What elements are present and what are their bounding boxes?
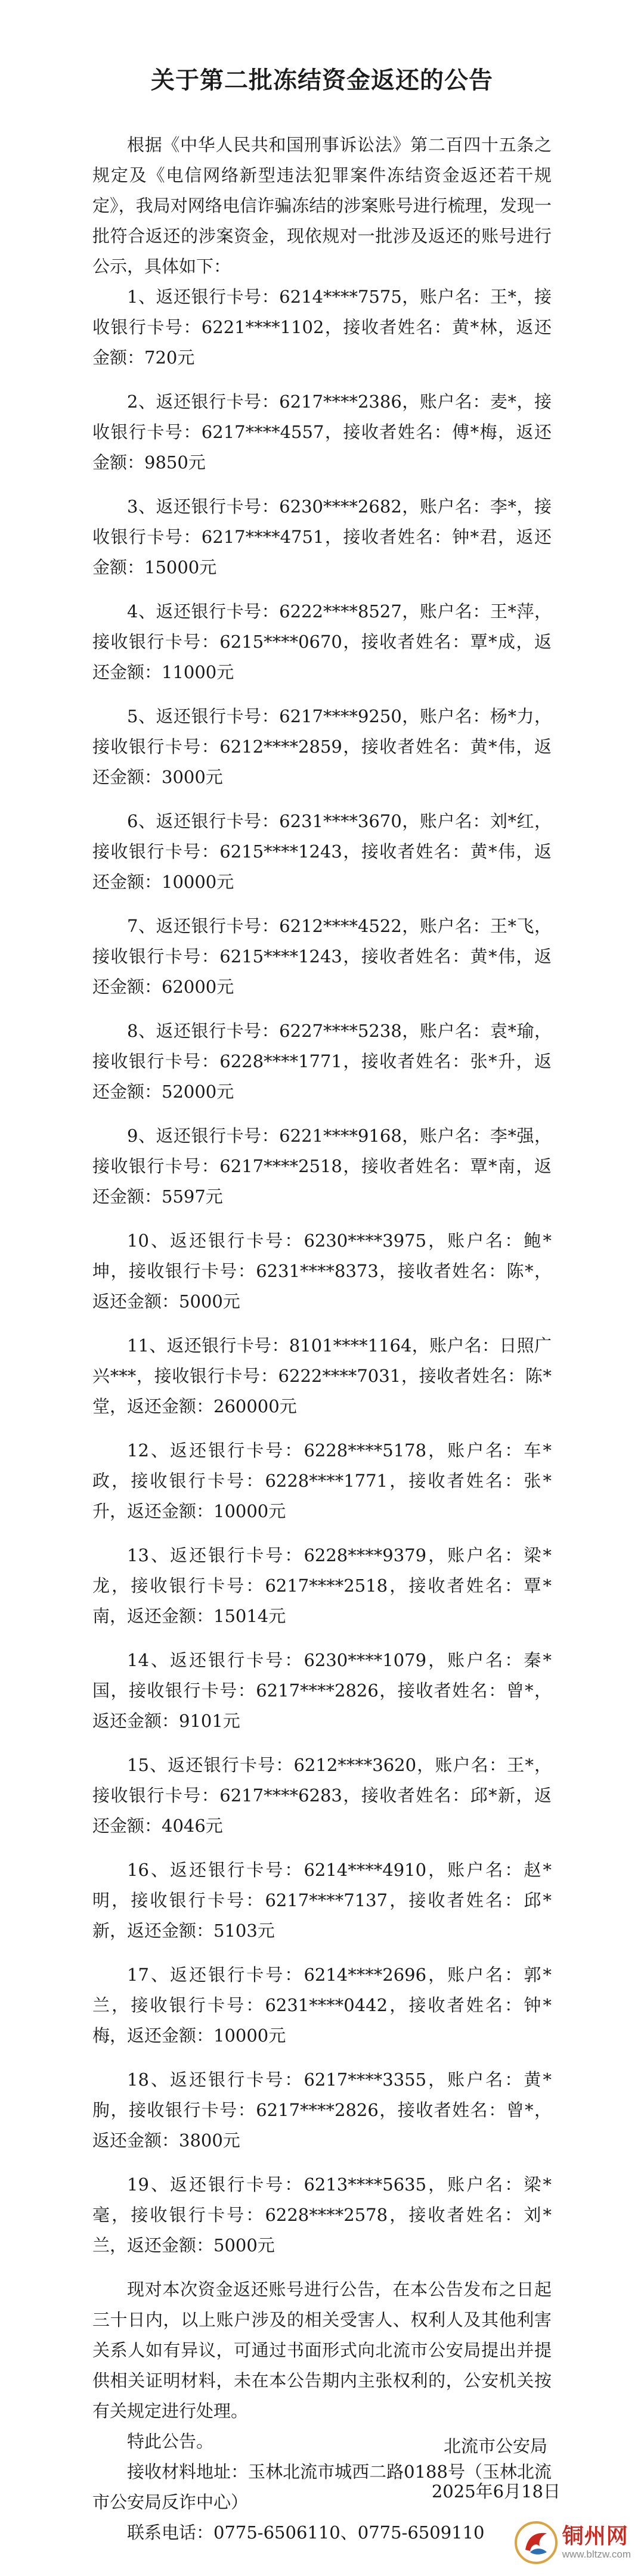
refund-item: 16、返还银行卡号：6214****4910，账户名：赵*明，接收银行卡号：6217****7137，接收者姓名：邱*新，返还金额：5103元 [92,1860,552,1941]
refund-item: 15、返还银行卡号：6212****3620，账户名：王*，接收银行卡号：6217****6283，接收者姓名：邱*新，返还金额：4046元 [92,1755,552,1836]
refund-item: 19、返还银行卡号：6213****5635，账户名：梁*毫，接收银行卡号：6228****2578，接收者姓名：刘*兰，返还金额：5000元 [92,2174,552,2255]
refund-item: 11、返还银行卡号：8101****1164，账户名：日照广兴***，接收银行卡号：6222****7031，接收者姓名：陈*堂，返还金额：260000元 [92,1335,552,1416]
intro-paragraph: 根据《中华人民共和国刑事诉讼法》第二百四十五条之规定及《电信网络新型违法犯罪案件冻结资金返还若干规定》，我局对网络电信诈骗冻结的涉案账号进行梳理，发现一批符合返还的涉案资金，现依规对一批涉及返还的账号进行公示，具体如下： [92,135,552,276]
refund-item: 8、返还银行卡号：6227****5238，账户名：袁*瑜，接收银行卡号：6228****1771，接收者姓名：张*升，返还金额：52000元 [92,1021,552,1102]
refund-item: 18、返还银行卡号：6217****3355，账户名：黄*朐，接收银行卡号：6217****2826，接收者姓名：曾*，返还金额：3800元 [92,2069,552,2151]
refund-item: 6、返还银行卡号：6231****3670，账户名：刘*红，接收银行卡号：6215****1243，接收者姓名：黄*伟，返还金额：10000元 [92,811,552,892]
watermark-url: www.bltzw.com [562,2549,631,2560]
issue-date: 2025年6月18日 [431,2481,561,2502]
refund-item: 12、返还银行卡号：6228****5178，账户名：车*政，接收银行卡号：6228****1771，接收者姓名：张*升，返还金额：10000元 [92,1440,552,1521]
watermark-site-name: 铜州网 [562,2524,628,2548]
refund-item: 4、返还银行卡号：6222****8527，账户名：王*萍，接收银行卡号：6215****0670，接收者姓名：覃*成，返还金额：11000元 [92,601,552,682]
closing-text: 特此公告。 [127,2431,214,2451]
watermark-logo-icon [512,2519,560,2566]
refund-item: 13、返还银行卡号：6228****9379，账户名：梁*龙，接收银行卡号：6217****2518，接收者姓名：覃*南，返还金额：15014元 [92,1545,552,1626]
announcement-body [92,130,552,2548]
refund-item: 2、返还银行卡号：6217****2386，账户名：麦*，接收银行卡号：6217****4557，接收者姓名：傅*梅，返还金额：9850元 [92,391,552,473]
page-title: 关于第二批冻结资金返还的公告 [151,66,493,94]
refund-item: 3、返还银行卡号：6230****2682，账户名：李*，接收银行卡号：6217****4751，接收者姓名：钟*君，返还金额：15000元 [92,496,552,577]
refund-item: 5、返还银行卡号：6217****9250，账户名：杨*力，接收银行卡号：6212****2859，接收者姓名：黄*伟，返还金额：3000元 [92,706,552,787]
issuer-name: 北流市公安局 [443,2436,547,2456]
refund-item: 10、返还银行卡号：6230****3975，账户名：鲍*坤，接收银行卡号：6231****8373，接收者姓名：陈*，返还金额：5000元 [92,1230,552,1312]
refund-item: 7、返还银行卡号：6212****4522，账户名：王*飞，接收银行卡号：6215****1243，接收者姓名：黄*伟，返还金额：62000元 [92,916,552,997]
refund-item: 9、返还银行卡号：6221****9168，账户名：李*强，接收银行卡号：6217****2518，接收者姓名：覃*南，返还金额：5597元 [92,1126,552,1207]
notice-paragraph: 现对本次资金返还账号进行公告，在本公告发布之日起三十日内，以上账户涉及的相关受害人、权利人及其他利害关系人如有异议，可通过书面形式向北流市公安局提出并提供相关证明材料，未在本公告期内主张权利的，公安机关按有关规定进行处理。 [92,2279,552,2421]
address-text: 接收材料地址：玉林北流市城西二路0188号（玉林北流市公安局反诈中心） [92,2462,552,2512]
refund-item: 1、返还银行卡号：6214****7575，账户名：王*，接收银行卡号：6221****1102，接收者姓名：黄*林，返还金额：720元 [92,287,552,368]
refund-item: 14、返还银行卡号：6230****1079，账户名：秦*国，接收银行卡号：6217****2826，接收者姓名：曾*，返还金额：9101元 [92,1650,552,1731]
phone-text: 联系电话：0775-6506110、0775-6509110 [127,2522,485,2543]
refund-item: 17、返还银行卡号：6214****2696，账户名：郭*兰，接收银行卡号：6231****0442，接收者姓名：钟*梅，返还金额：10000元 [92,1965,552,2046]
site-watermark [512,2518,631,2568]
